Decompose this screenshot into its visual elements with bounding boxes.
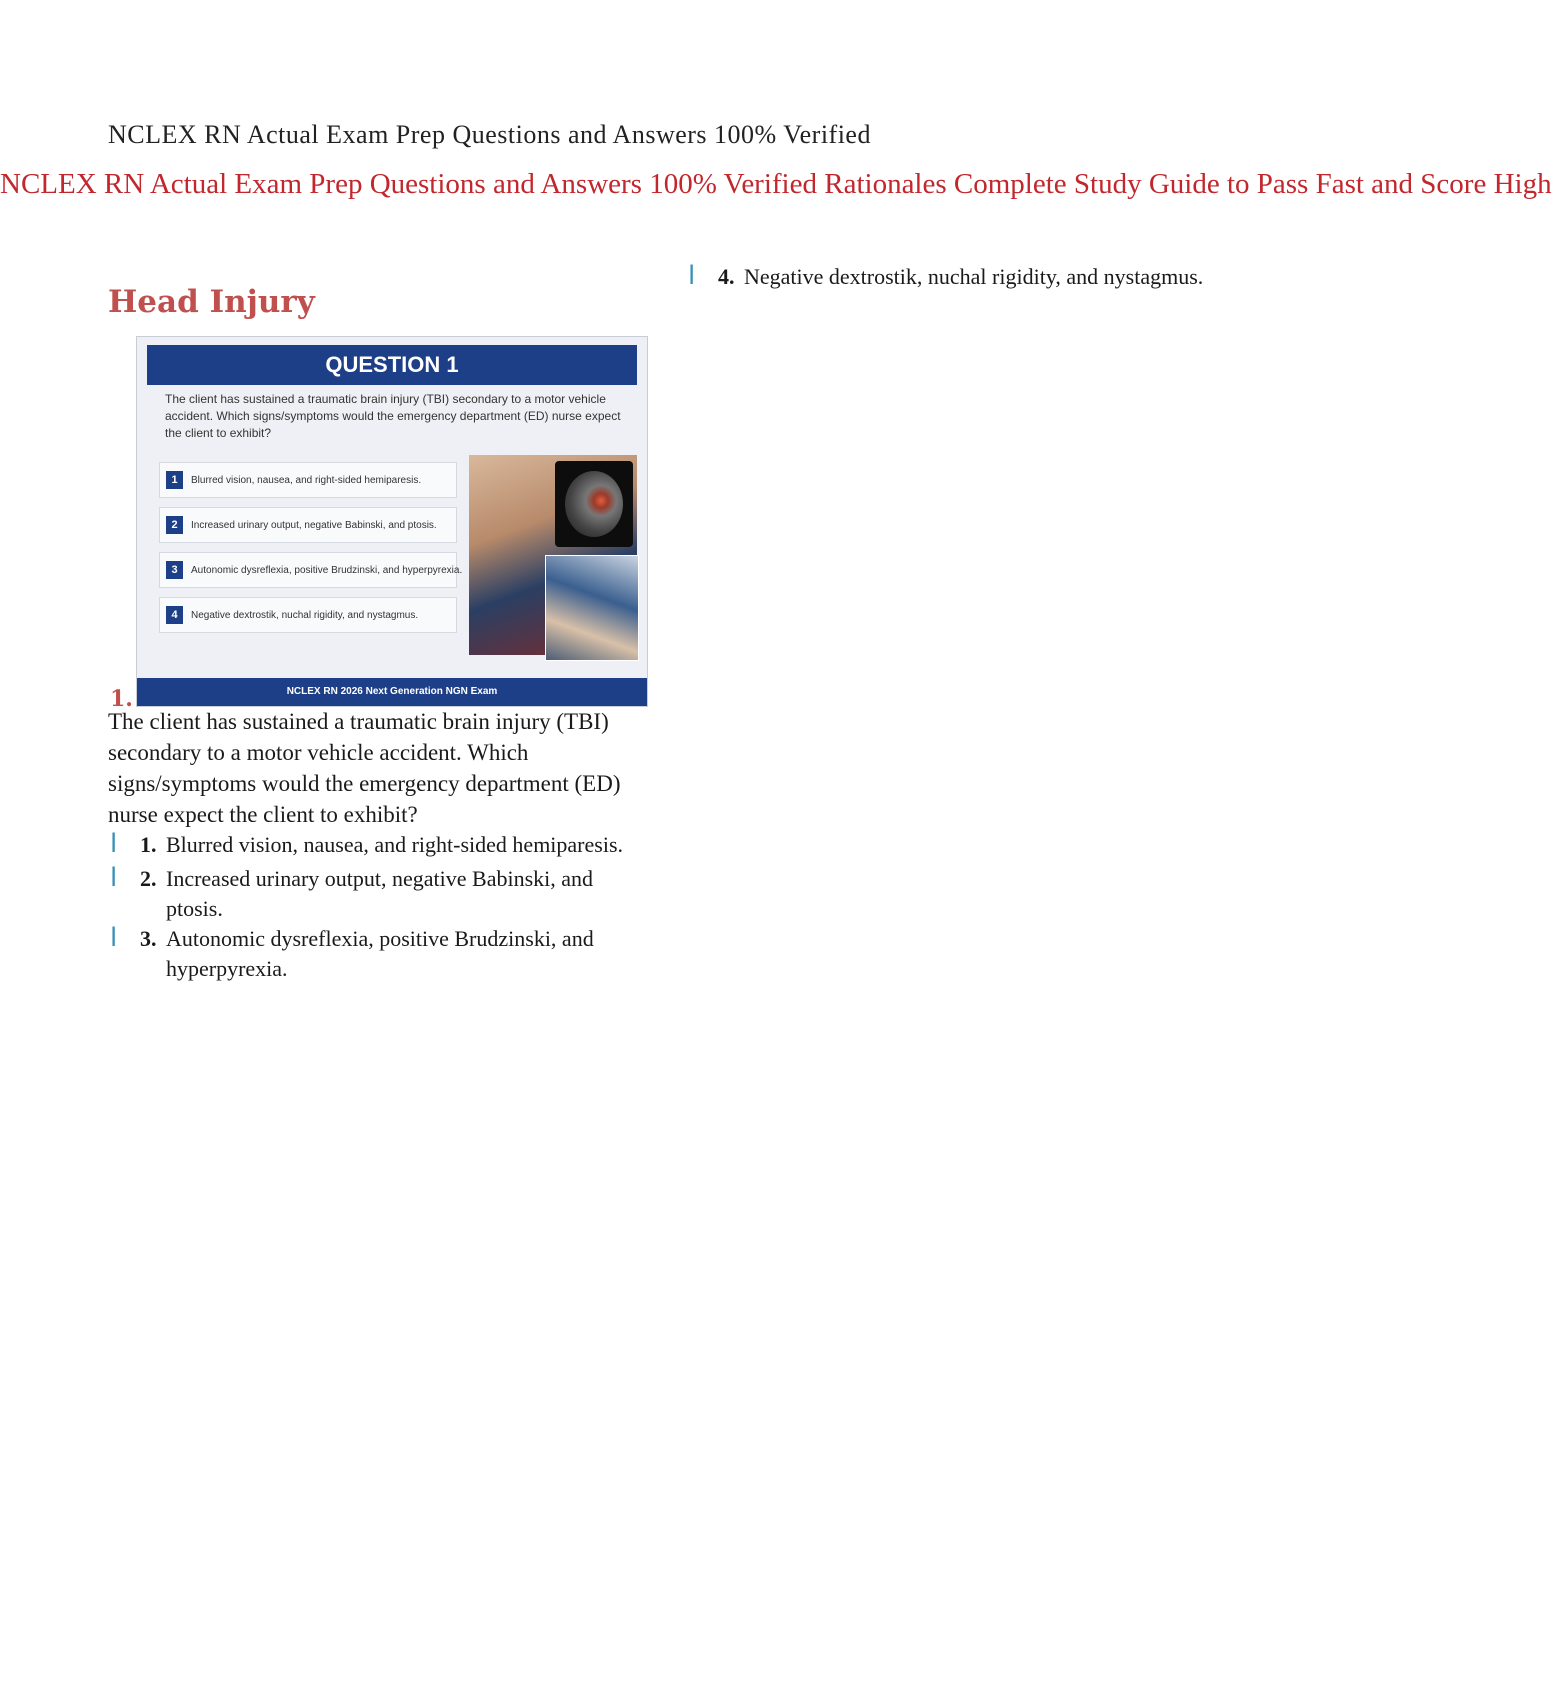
- option-label: 4.: [718, 264, 735, 289]
- option-text: Increased urinary output, negative Babinski, and ptosis.: [166, 866, 594, 921]
- figure-question-stem: The client has sustained a traumatic brain injury (TBI) secondary to a motor vehicle accident. Which signs/symptoms would the emergency department (ED) nurse expect the client to exhibit?: [165, 392, 621, 440]
- figure-option-number: 1: [166, 471, 183, 489]
- figure-option: [159, 597, 457, 633]
- option-label: 1.: [140, 832, 157, 857]
- bullet-icon: l: [110, 923, 118, 953]
- figure-option-number: 4: [166, 606, 183, 624]
- page-header-strip: [108, 120, 1183, 152]
- option-text: Autonomic dysreflexia, positive Brudzinski, and hyperpyrexia.: [166, 926, 594, 981]
- bullet-icon: l: [688, 261, 696, 291]
- section-heading: Head Injury: [108, 284, 315, 320]
- answer-option-2: [110, 864, 640, 924]
- document-title: NCLEX RN Actual Exam Prep Questions and Answers 100% Verified Rationales Complete Study Guide to Pass Fast and Score High: [0, 168, 1552, 200]
- bullet-icon: l: [110, 829, 118, 859]
- answer-option-1: [110, 830, 670, 860]
- page-header-text: NCLEX RN Actual Exam Prep Questions and Answers 100% Verified: [108, 120, 871, 149]
- option-text: Blurred vision, nausea, and right-sided hemiparesis.: [166, 832, 624, 857]
- figure-option: [159, 462, 457, 498]
- figure-option-text: Negative dextrostik, nuchal rigidity, and nystagmus.: [191, 609, 419, 621]
- figure-option-text: Increased urinary output, negative Babinski, and ptosis.: [191, 519, 437, 531]
- figure-footer: NCLEX RN 2026 Next Generation NGN Exam: [137, 678, 647, 706]
- question-stem: The client has sustained a traumatic brain injury (TBI) secondary to a motor vehicle accident. Which signs/symptoms would the emergency department (ED) nurse expect the client to exhibit?: [108, 709, 621, 827]
- brain-scan-image: [555, 461, 633, 547]
- bullet-icon: l: [110, 863, 118, 893]
- figure-option-text: Autonomic dysreflexia, positive Brudzinski, and hyperpyrexia.: [191, 564, 463, 576]
- figure-option-number: 2: [166, 516, 183, 534]
- answer-option-4: [688, 261, 1204, 292]
- figure-options-list: [159, 462, 463, 642]
- answer-option-3: [110, 924, 640, 984]
- figure-option-number: 3: [166, 561, 183, 579]
- figure-option: [159, 552, 463, 588]
- option-text: Negative dextrostik, nuchal rigidity, and nystagmus.: [744, 264, 1204, 289]
- option-label: 2.: [140, 866, 157, 891]
- figure-option: [159, 507, 457, 543]
- question-figure: [136, 336, 648, 707]
- clinician-photo: [545, 555, 639, 661]
- figure-option-text: Blurred vision, nausea, and right-sided hemiparesis.: [191, 474, 422, 486]
- figure-header: QUESTION 1: [147, 345, 637, 385]
- question-number: 1.: [110, 686, 133, 712]
- option-label: 3.: [140, 926, 157, 951]
